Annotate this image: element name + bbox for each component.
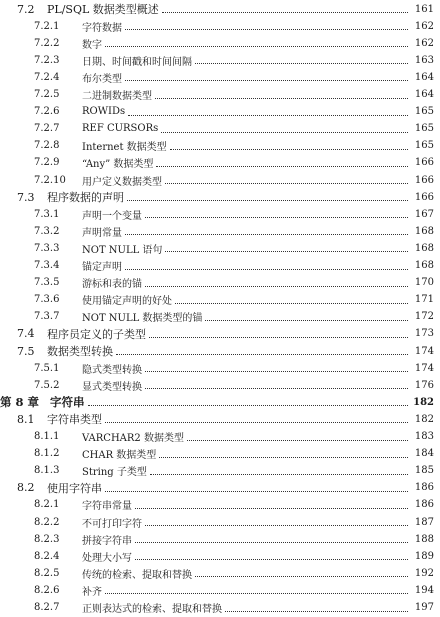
toc-entry-row: [0, 17, 440, 35]
toc-section-number: 7.3.2: [34, 225, 60, 237]
toc-entry-row: [0, 376, 440, 394]
toc-page-number: 183: [414, 431, 434, 442]
toc-dot-leader: [145, 285, 408, 287]
toc-entry-row: [0, 205, 440, 223]
toc-page-number: 173: [414, 328, 434, 340]
toc-section-number: 7.2.7: [34, 123, 60, 135]
toc-entry-row: [0, 120, 440, 138]
toc-section-number: 7.3.6: [34, 294, 60, 306]
toc-entry-row: [0, 171, 440, 189]
toc-dot-leader: [162, 11, 408, 13]
toc-entry-row: [0, 222, 440, 240]
toc-section-number: 7.3.5: [34, 277, 60, 289]
toc-section-number: 7.3.3: [34, 242, 60, 254]
toc-entry-row: [0, 239, 440, 257]
toc-section-number: 7.5: [17, 344, 35, 358]
toc-dot-leader: [156, 165, 408, 167]
toc-page-number: 168: [414, 242, 434, 254]
toc-section-number: 7.5.1: [34, 362, 60, 374]
toc-section-title: ROWIDs: [82, 106, 126, 118]
toc-dot-leader: [127, 199, 408, 201]
toc-entry-row: [0, 342, 440, 360]
toc-entry-row: [0, 410, 440, 428]
toc-dot-leader: [88, 404, 409, 406]
toc-section-title: 程序员定义的子类型: [47, 327, 146, 341]
toc-section-title: 二进制数据类型: [82, 91, 152, 102]
toc-dot-leader: [165, 250, 408, 252]
toc-entry-row: [0, 137, 440, 155]
toc-section-number: 7.3.1: [34, 208, 60, 220]
toc-dot-leader: [195, 575, 408, 577]
toc-dot-leader: [187, 439, 408, 441]
toc-section-title: VARCHAR2 数据类型: [82, 433, 184, 444]
toc-section-number: 8.2.3: [34, 533, 60, 545]
toc-page-number: 186: [414, 499, 434, 511]
toc-entry-row: [0, 308, 440, 326]
toc-section-title: NOT NULL 语句: [82, 244, 163, 256]
toc-chapter-row: [0, 393, 440, 411]
toc-section-number: 7.2: [17, 2, 35, 16]
toc-section-number: 8.2.2: [34, 516, 60, 528]
toc-section-title: 数字: [82, 39, 102, 51]
toc-page-number: 171: [414, 294, 434, 306]
toc-dot-leader: [105, 421, 408, 423]
toc-dot-leader: [145, 216, 408, 218]
toc-section-number: 8.2.5: [34, 567, 60, 579]
toc-entry-row: [0, 51, 440, 69]
toc-page-number: 168: [414, 260, 434, 271]
toc-page-number: 166: [414, 174, 434, 186]
toc-page-number: 162: [414, 20, 434, 32]
toc-dot-leader: [165, 182, 408, 184]
toc-dot-leader: [125, 268, 408, 270]
toc-dot-leader: [145, 524, 408, 526]
toc-page-number: 186: [414, 482, 434, 494]
toc-page-number: 165: [414, 106, 434, 118]
toc-dot-leader: [135, 558, 408, 560]
toc-section-title: 声明一个变量: [82, 210, 142, 222]
toc-section-title: 处理大小写: [82, 552, 132, 564]
toc-entry-row: [0, 154, 440, 172]
toc-section-title: 隐式类型转换: [82, 364, 142, 376]
toc-section-title: 数据类型转换: [47, 345, 113, 358]
toc-section-title: 字符串常量: [82, 501, 132, 513]
toc-entry-row: [0, 479, 440, 497]
toc-page-number: 164: [414, 89, 434, 100]
toc-section-title: PL/SQL 数据类型概述: [47, 3, 159, 16]
toc-page-number: 167: [414, 208, 434, 220]
toc-dot-leader: [135, 507, 408, 509]
toc-section-title: 字符数据: [82, 22, 122, 34]
toc-entry-row: [0, 34, 440, 52]
toc-dot-leader: [105, 45, 408, 47]
toc-page-number: 192: [414, 567, 434, 579]
toc-section-title: 声明常量: [82, 227, 122, 239]
toc-section-number: 8.2: [17, 481, 35, 495]
toc-dot-leader: [105, 592, 408, 594]
toc-section-title: REF CURSORs: [82, 123, 159, 135]
toc-dot-leader: [195, 62, 408, 64]
toc-page-number: 194: [414, 584, 434, 596]
toc-section-title: “Any” 数据类型: [82, 159, 154, 171]
toc-page-number: 166: [414, 191, 434, 203]
toc-dot-leader: [135, 541, 408, 543]
toc-page-number: 172: [414, 311, 434, 323]
toc-section-title: 正则表达式的检索、提取和替换: [82, 604, 222, 615]
toc-dot-leader: [159, 456, 408, 458]
toc-entry-row: [0, 68, 440, 86]
toc-section-title: 日期、时间戳和时间间隔: [82, 56, 192, 68]
toc-section-title: NOT NULL 数据类型的锚: [82, 313, 203, 325]
toc-dot-leader: [116, 353, 408, 355]
toc-entry-row: [0, 257, 440, 275]
toc-section-number: 7.5.2: [34, 379, 60, 391]
toc-section-title: 不可打印字符: [82, 518, 142, 530]
toc-entry-row: [0, 0, 440, 18]
toc-entry-row: [0, 428, 440, 446]
toc-section-title: CHAR 数据类型: [82, 450, 157, 462]
toc-page-number: 163: [414, 54, 434, 66]
toc-section-number: 7.2.1: [34, 20, 60, 32]
toc-entry-row: [0, 274, 440, 292]
toc-section-number: 7.2.10: [34, 174, 66, 186]
toc-dot-leader: [175, 302, 408, 304]
toc-section-title: Internet 数据类型: [82, 142, 167, 154]
toc-section-title: 程序数据的声明: [47, 191, 124, 205]
toc-section-title: 布尔类型: [82, 73, 122, 85]
toc-section-number: 8.1.3: [34, 465, 60, 477]
toc-entry-row: [0, 325, 440, 343]
toc-dot-leader: [161, 131, 408, 133]
toc-section-number: 8.1.1: [34, 431, 60, 442]
toc-page-number: 188: [414, 533, 434, 545]
toc-section-number: 7.2.5: [34, 89, 60, 100]
toc-dot-leader: [170, 148, 408, 150]
toc-entry-row: [0, 188, 440, 206]
toc-section-number: 7.3.7: [34, 311, 60, 323]
toc-page-number: 182: [413, 396, 434, 408]
toc-entry-row: [0, 445, 440, 463]
toc-dot-leader: [125, 28, 408, 30]
toc-page-number: 182: [414, 413, 434, 425]
toc-section-title: 拼接字符串: [82, 535, 132, 547]
toc-dot-leader: [105, 490, 408, 492]
toc-dot-leader: [125, 233, 408, 235]
toc-page-number: 176: [414, 379, 434, 391]
toc-page-number: 185: [414, 465, 434, 477]
toc-page-number: 184: [414, 448, 434, 460]
toc-section-title: 锚定声明: [82, 262, 122, 273]
toc-dot-leader: [149, 336, 408, 338]
toc-page-number: 161: [414, 3, 434, 15]
toc-section-number: 8.2.1: [34, 499, 60, 511]
toc-page-number: 166: [414, 157, 434, 169]
toc-entry-row: [0, 86, 440, 104]
toc-section-number: 8.2.7: [34, 602, 60, 613]
toc-section-title: 传统的检索、提取和替换: [82, 569, 192, 581]
toc-dot-leader: [128, 114, 408, 116]
toc-section-title: 使用字符串: [47, 481, 102, 495]
toc-page-number: 168: [414, 225, 434, 237]
toc-section-title: String 子类型: [82, 467, 147, 479]
toc-section-number: 7.2.9: [34, 157, 60, 169]
toc-dot-leader: [205, 319, 408, 321]
toc-entry-row: [0, 359, 440, 377]
toc-section-title: 使用锚定声明的好处: [82, 296, 172, 308]
toc-section-number: 7.2.4: [34, 71, 60, 83]
toc-section-number: 7.4: [17, 327, 35, 341]
toc-dot-leader: [225, 610, 408, 612]
toc-entry-row: [0, 513, 440, 531]
toc-section-number: 8.1.2: [34, 448, 60, 460]
toc-page-number: 165: [414, 123, 434, 135]
toc-dot-leader: [125, 79, 408, 81]
toc-section-number: 第 8 章: [0, 395, 40, 410]
toc-dot-leader: [145, 370, 408, 372]
toc-page-number: 164: [414, 71, 434, 83]
toc-section-number: 8.2.6: [34, 584, 60, 596]
toc-section-title: 补齐: [82, 586, 102, 598]
toc-entry-row: [0, 547, 440, 565]
toc-section-title: 字符串类型: [47, 413, 102, 427]
toc-entry-row: [0, 462, 440, 480]
toc-entry-row: [0, 564, 440, 582]
toc-page-number: 174: [414, 345, 434, 357]
toc-page-number: 165: [414, 140, 434, 152]
toc-section-title: 字符串: [50, 395, 85, 410]
toc-section-number: 7.2.8: [34, 140, 60, 152]
toc-section-number: 8.2.4: [34, 550, 60, 562]
toc-section-number: 7.3.4: [34, 260, 60, 271]
toc-section-title: 游标和表的锚: [82, 279, 142, 291]
toc-page-number: 174: [414, 362, 434, 374]
toc-page-number: 162: [414, 37, 434, 49]
toc-dot-leader: [145, 387, 408, 389]
toc-section-number: 7.2.2: [34, 37, 60, 49]
toc-section-number: 7.2.3: [34, 54, 60, 66]
toc-page-number: 189: [414, 550, 434, 562]
toc-section-number: 7.2.6: [34, 106, 60, 118]
toc-page-number: 197: [414, 602, 434, 613]
toc-entry-row: [0, 496, 440, 514]
toc-section-number: 7.3: [17, 190, 35, 204]
toc-entry-row: [0, 530, 440, 548]
toc-page-number: 170: [414, 277, 434, 289]
toc-entry-row: [0, 581, 440, 599]
toc-dot-leader: [155, 97, 408, 99]
toc-section-title: 显式类型转换: [82, 381, 142, 393]
toc-entry-row: [0, 599, 440, 617]
toc-dot-leader: [150, 473, 408, 475]
toc-entry-row: [0, 103, 440, 121]
toc-entry-row: [0, 291, 440, 309]
toc-page-number: 187: [414, 516, 434, 528]
toc-section-title: 用户定义数据类型: [82, 176, 162, 188]
toc-section-number: 8.1: [17, 412, 35, 426]
